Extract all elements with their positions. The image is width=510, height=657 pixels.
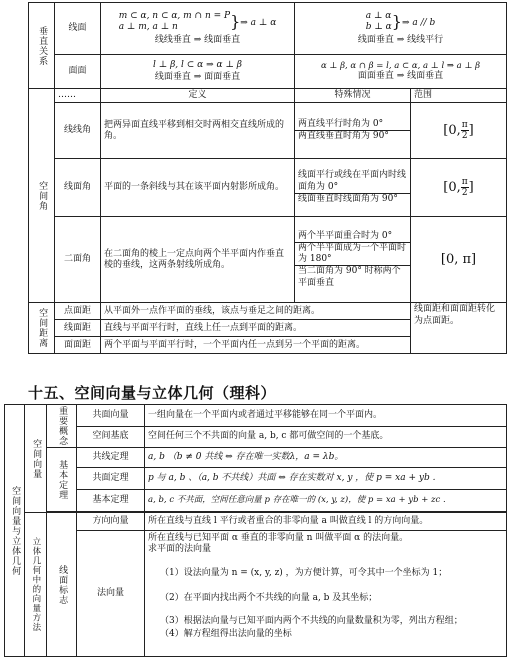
line-line-special-2: 两直线垂直时角为 90° [295,130,410,142]
space-vector-label: 空间向量 [25,405,47,513]
dihedral-range: [0, π] [411,217,507,303]
coplanar-vector-text: 一组向量在一个平面内或者通过平移能够在同一个平面内。 [145,405,507,427]
right-brace-icon: } [391,11,402,31]
line-plane-range: [0, $\frac{\pi}{2}$ ] [411,159,507,217]
normal-vector-step-1: （1）设法向量为 n = (x, y, z) ，为方便计算，可令其中一个坐标为 1； [160,567,448,578]
line-line-range: [0, $\frac{\pi}{2}$ ] [411,103,507,159]
line-plane-angle-label: 线面角 [55,159,101,217]
normal-vector-label: 法向量 [77,531,145,657]
header-range: 范围 [411,89,507,103]
line-face-caption-left: 线线垂直 ⇒ 线面垂直 [154,35,241,46]
line-plane-special-1: 线面平行或线在平面内时线面角为 0° [298,170,407,192]
line-face-cond-1: m ⊂ α, n ⊂ α, m ∩ n = P [118,10,231,21]
normal-vector-subtitle: 求平面的法向量 [148,544,212,555]
line-line-angle-label: 线线角 [55,103,101,159]
dihedral-special-2: 两个半平面成为一个平面时为 180° [295,242,410,266]
normal-vector-step-4: （4）解方程组得出法向量的坐标 [160,629,292,640]
line-plane-distance-label: 线面距 [55,320,101,337]
line-face-right-cond-2: b ⊥ α [365,21,392,32]
line-face-result: ⇒ a ⊥ α [240,17,277,28]
geometry-relations-table [28,2,507,354]
normal-vector-cell [145,531,507,657]
face-face-right-cell [295,55,507,89]
distance-note: 线面距和面面距转化为点面距。 [411,303,507,354]
space-distance-label: 空间距离 [29,303,55,354]
plane-plane-distance-text: 两个平面与平面平行时，一个平面内任一点到另一个平面的距离。 [101,337,411,354]
plane-plane-distance-label: 面面距 [55,337,101,354]
space-vector-geometry-label: 空间向量与立体几何 [5,405,25,657]
line-face-cond-2: a ⊥ m, a ⊥ n [118,21,178,32]
collinear-theorem-label: 共线定理 [77,448,145,468]
line-face-left-cell [101,3,295,55]
face-face-caption-left: 线面垂直 ⇒ 面面垂直 [154,71,241,82]
normal-vector-step-2: （2）在平面内找出两个不共线的向量 a, b 及其坐标； [160,592,378,603]
coplanar-vector-label: 共面向量 [77,405,145,427]
basic-theorem-group-label: 基本定理 [47,448,77,512]
section-title: 十五、空间向量与立体几何（理科） [28,384,277,402]
point-plane-distance-text: 从平面外一点作平面的垂线，该点与垂足之间的距离。 [101,303,411,320]
header-blank: …… [55,89,101,103]
line-plane-special-2: 线面垂直时线面角为 90° [295,193,410,205]
coplanar-theorem-label: 共面定理 [77,468,145,490]
vector-method-label: 立体几何中的向量方法 [25,513,47,657]
dihedral-definition: 在二面角的棱上一定点向两个半平面内作垂直棱的垂线，这两条射线所成角。 [101,217,295,303]
normal-vector-step-3: （3）根据法向量与已知平面内两个不共线的向量数量积为零，列出方程组； [160,616,463,626]
line-face-label: 线面 [55,3,101,55]
basic-theorem-text: a, b, c 不共面，空间任意向量 p 存在唯一的 (x, y, z)，使 p = xa + yb + zc . [145,490,507,512]
face-face-label: 面面 [55,55,101,89]
dihedral-special-cell [295,217,411,303]
normal-vector-definition: 所在直线与已知平面 α 垂直的非零向量 n 叫做平面 α 的法向量。 [148,533,409,543]
face-face-formula-left: l ⊥ β, l ⊂ α ⇒ α ⊥ β [153,60,242,71]
basic-theorem-label: 基本定理 [77,490,145,512]
space-basis-label: 空间基底 [77,426,145,448]
line-line-special-cell [295,103,411,159]
line-plane-distance-text: 直线与平面平行时，直线上任一点到平面的距离。 [101,320,411,337]
right-brace-icon: } [230,11,241,31]
line-face-right-cond-1: a ⊥ α [365,10,392,21]
coplanar-theorem-text: p 与 a, b 、（a, b 不共线）共面 ⇔ 存在实数对 x, y ，使 p = xa + yb . [145,468,507,490]
direction-vector-label: 方向向量 [77,513,145,531]
dihedral-special-3: 当二面角为 90° 时称两个平面垂直 [295,265,410,289]
line-face-caption-right: 线面垂直 ⇒ 线线平行 [357,35,444,46]
direction-vector-text: 所在直线与直线 l 平行或者重合的非零向量 a 叫做直线 l 的方向向量。 [145,513,507,531]
line-line-special-1: 两直线平行时角为 0° [298,119,384,129]
important-concept-label: 重要概念 [47,405,77,448]
space-basis-text: 空间任何三个不共面的向量 a, b, c 都可做空间的一个基底。 [145,426,507,448]
line-plane-definition: 平面的一条斜线与其在该平面内射影所成角。 [101,159,295,217]
line-plane-mark-label: 线面标志 [47,513,77,657]
dihedral-special-1: 两个半平面重合时为 0° [298,230,393,241]
line-line-definition: 把两异面直线平移到相交时两相交直线所成的角。 [101,103,295,159]
dihedral-angle-label: 二面角 [55,217,101,303]
perpendicular-relation-label: 垂直关系 [29,3,55,89]
face-face-caption-right: 面面垂直 ⇒ 线面垂直 [357,71,444,82]
face-face-formula-right: α ⊥ β, α ∩ β = l, a ⊂ α, a ⊥ l ⇒ a ⊥ β [320,60,481,71]
line-plane-special-cell [295,159,411,217]
point-plane-distance-label: 点面距 [55,303,101,320]
header-definition: 定义 [101,89,295,103]
header-special: 特殊情况 [295,89,411,103]
space-vector-table [4,404,507,657]
face-face-left-cell [101,55,295,89]
space-angle-label: 空间角 [29,89,55,303]
line-face-right-cell [295,3,507,55]
line-face-right-result: ⇒ a // b [401,17,436,28]
collinear-theorem-text: a, b （b ≠ 0 共线 ⇔ 存在唯一实数λ，a = λb。 [145,448,507,468]
